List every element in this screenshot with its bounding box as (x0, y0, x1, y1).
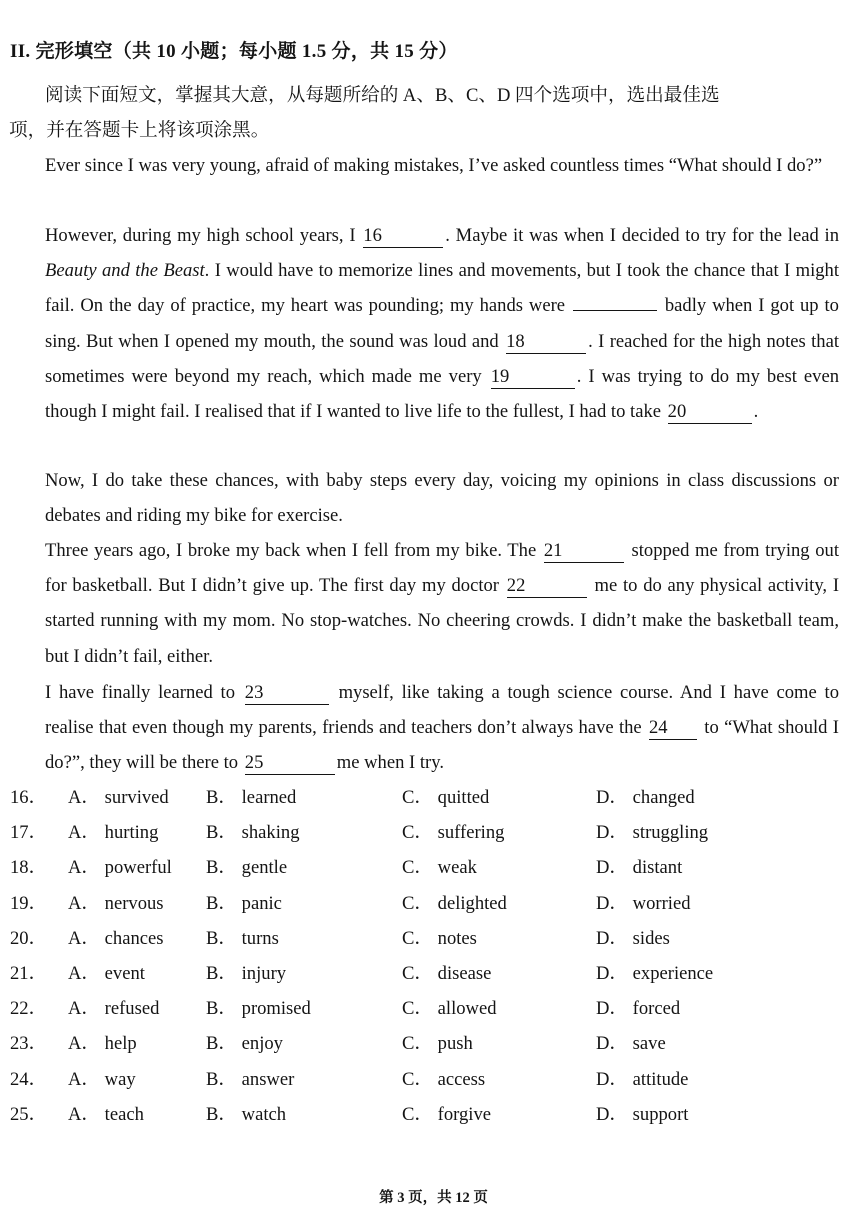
passage-paragraph-4 (9, 533, 839, 674)
question-number: 22． (10, 998, 48, 1020)
question-number: 16． (10, 787, 48, 808)
blank-17 (573, 288, 657, 311)
question-number: 23． (10, 1033, 48, 1055)
option-a: A． powerful (68, 857, 172, 879)
option-c: C． delighted (402, 892, 507, 914)
option-d: D． struggling (596, 822, 709, 844)
blank-16: 16 (363, 225, 443, 248)
option-b: B． turns (206, 927, 279, 949)
paragraph-2-text-c: . I would have to memorize lines and movements, but I took the chance that I might fail. On the day of practice, my heart was pounding; my hands were (45, 260, 840, 317)
option-b: B． promised (206, 998, 311, 1020)
option-c: C． quitted (402, 787, 490, 808)
option-d: D． save (596, 1033, 666, 1055)
paragraph-2-text-a: However, during my high school years, I (45, 225, 356, 246)
section-heading: II. 完形填空（共 10 小题；每小题 1.5 分，共 15 分） (10, 41, 458, 62)
option-d: D． changed (596, 787, 695, 808)
option-c: C． access (402, 1068, 486, 1090)
option-row-18 (10, 850, 850, 885)
blank-25: 25 (245, 752, 335, 775)
paragraph-2-text-e: . I reached for the high notes that sometimes were beyond my reach, which made me very (45, 330, 840, 387)
option-b: B． learned (206, 787, 297, 808)
option-row-24 (10, 1062, 850, 1097)
option-d: D． attitude (596, 1068, 689, 1090)
paragraph-2-text-f: . I was trying to do my best even though I might fail. I realised that if I wanted to live life to the fullest, I had to take (45, 365, 839, 423)
option-a: A． way (68, 1068, 136, 1090)
option-c: C． allowed (402, 998, 497, 1020)
option-b: B． injury (206, 962, 287, 984)
instruction-line-1: 阅读下面短文，掌握其大意，从每题所给的 A、B、C、D 四个选项中，选出最佳选 (45, 85, 720, 106)
option-d: D． experience (596, 962, 714, 984)
option-b: B． answer (206, 1068, 295, 1090)
option-c: C． forgive (402, 1103, 492, 1125)
option-b: B． panic (206, 892, 282, 914)
option-c: C． notes (402, 927, 477, 949)
option-row-20 (10, 921, 850, 956)
blank-18: 18 (506, 331, 586, 354)
paragraph-5-text-a: I have finally learned to (45, 682, 236, 703)
option-b: B． enjoy (206, 1033, 283, 1055)
option-c: C． weak (402, 857, 477, 879)
option-d: D． sides (596, 927, 670, 949)
question-number: 25． (10, 1103, 48, 1125)
option-row-23 (10, 1026, 850, 1061)
option-c: C． push (402, 1033, 473, 1055)
paragraph-3-text: Now, I do take these chances, with baby steps every day, voicing my opinions in class discussions or debates and riding my bike for exercise. (45, 470, 839, 527)
blank-22: 22 (507, 575, 587, 598)
option-d: D． worried (596, 892, 691, 914)
paragraph-5-text-c: to “What should I do?”, they will be there to (45, 717, 839, 774)
option-a: A． nervous (68, 892, 164, 914)
passage-paragraph-3 (9, 463, 839, 533)
option-a: A． refused (68, 998, 160, 1020)
paragraph-2-text-g: . (753, 401, 759, 423)
blank-19: 19 (491, 366, 575, 389)
paragraph-2-text-d: badly when I got up to sing. But when I opened my mouth, the sound was loud and (45, 295, 839, 352)
option-row-22 (10, 991, 850, 1026)
paragraph-4-text-b: stopped me from trying out for basketball. But I didn’t give up. The first day my doctor (45, 540, 839, 597)
option-d: D． forced (596, 998, 681, 1020)
option-a: A． help (68, 1033, 137, 1055)
paragraph-5-text-b: myself, like taking a tough science course. And I have come to realise that even though my parents, friends and teachers don’t always have the (45, 682, 839, 739)
option-c: C． disease (402, 962, 492, 984)
option-row-21 (10, 956, 850, 991)
passage-paragraph-1 (9, 148, 839, 183)
passage-paragraph-2 (9, 218, 839, 429)
question-number: 20． (10, 927, 48, 949)
option-row-17 (10, 815, 850, 850)
paragraph-4-text-a: Three years ago, I broke my back when I fell from my bike. The (45, 540, 537, 561)
option-c: C． suffering (402, 822, 505, 844)
option-row-25 (10, 1097, 850, 1132)
option-a: A． chances (68, 927, 164, 949)
option-row-19 (10, 886, 850, 921)
question-number: 17． (10, 822, 48, 844)
option-b: B． gentle (206, 857, 288, 879)
answer-options (10, 780, 850, 1132)
option-row-16 (10, 780, 850, 815)
paragraph-1-text: Ever since I was very young, afraid of making mistakes, I’ve asked countless times “What should I do?” (45, 155, 823, 176)
option-a: A． event (68, 962, 145, 984)
option-a: A． teach (68, 1103, 144, 1125)
paragraph-4-text-c: me to do any physical activity, I started running with my mom. No stop-watches. No cheering crowds. I didn’t make the basketball team, but I didn’t fail, either. (45, 575, 840, 667)
paragraph-2-text-b: . Maybe it was when I decided to try for the lead in (445, 225, 839, 246)
musical-title: Beauty and the Beast (45, 260, 205, 282)
blank-24: 24 (649, 717, 697, 740)
page-number-footer: 第 3 页，共 12 页 (379, 1190, 488, 1206)
question-number: 19． (10, 892, 48, 914)
blank-21: 21 (544, 540, 624, 563)
question-number: 21． (10, 962, 48, 984)
blank-23: 23 (245, 682, 329, 705)
instructions (9, 78, 839, 148)
option-d: D． support (596, 1103, 689, 1125)
paragraph-5-text-d: me when I try. (336, 752, 444, 774)
question-number: 24． (10, 1068, 48, 1090)
instruction-line-2: 项，并在答题卡上将该项涂黑。 (9, 120, 270, 142)
option-a: A． survived (68, 787, 169, 808)
passage-paragraph-5 (9, 675, 839, 781)
option-d: D． distant (596, 857, 683, 879)
option-b: B． shaking (206, 822, 300, 844)
blank-20: 20 (668, 401, 752, 424)
option-a: A． hurting (68, 822, 159, 844)
question-number: 18． (10, 857, 48, 879)
option-b: B． watch (206, 1103, 287, 1125)
